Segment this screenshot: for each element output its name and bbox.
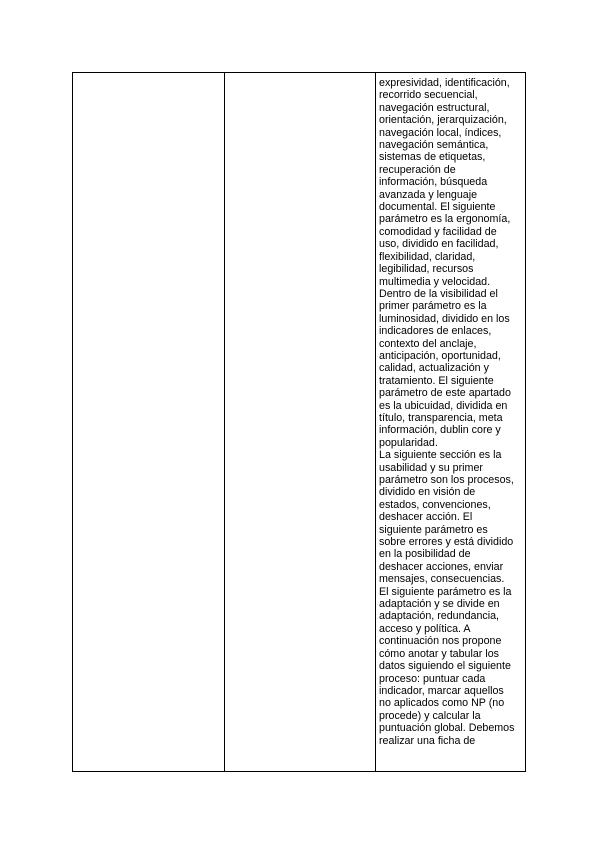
document-table xyxy=(72,72,526,772)
table-cell-column-3-text: expresividad, identificación, recorrido secuencial, navegación estructural, orientación, jerarquización, navegación local, índices, navegación semántica, sistemas de etiquetas, recuperación de información, búsqueda avanzada y lenguaje documental. El siguiente parámetro es la ergonomía, comodidad y facilidad de uso, dividido en facilidad, flexibilidad, claridad, legibilidad, recursos multimedia y velocidad. Dentro de la visibilidad el primer parámetro es la luminosidad, dividido en los indicadores de enlaces, contexto del anclaje, anticipación, oportunidad, calidad, actualización y tratamiento. El siguiente parámetro de este apartado es la ubicuidad, dividida en título, transparencia, meta información, dublin core y popularidad. La siguiente sección es la usabilidad y su primer parámetro son los procesos, dividido en visión de estados, convenciones, deshacer acción. El siguiente parámetro es sobre errores y está dividido en la posibilidad de deshacer acciones, enviar mensajes, consecuencias. El siguiente parámetro es la adaptación y se divide en adaptación, redundancia, acceso y política. A continuación nos propone cómo anotar y tabular los datos siguiendo el siguiente proceso: puntuar cada indicador, marcar aquellos no aplicados como NP (no procede) y calcular la puntuación global. Debemos realizar una ficha de xyxy=(379,77,515,747)
column-divider-1 xyxy=(224,73,225,771)
column-divider-2 xyxy=(375,73,376,771)
